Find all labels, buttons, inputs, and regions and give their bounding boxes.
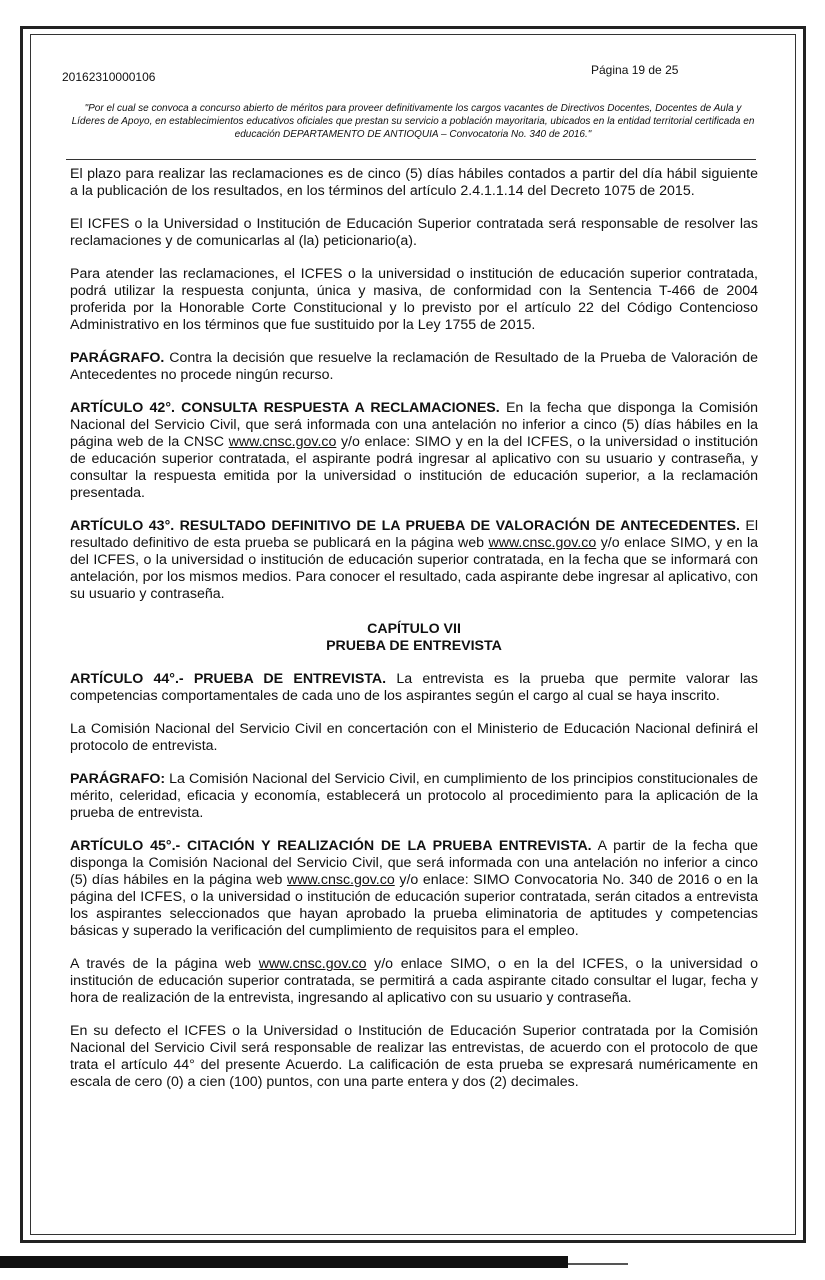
web-consult-text-1: A través de la página web (70, 956, 259, 972)
article-45-text-2: y/o enlace: SIMO Convocatoria No. 340 de 2016 o en la página del ICFES, o la universidad o institución de educación superior contratada, serán citados a entrevista los aspirantes seleccionados que hayan aprobado la prueba eliminatoria de aptitudes y competencias básicas y superado la verificación del cumplimiento de requisitos para el empleo. (70, 872, 758, 939)
article-44-heading: ARTÍCULO 44°.- PRUEBA DE ENTREVISTA. (70, 671, 387, 687)
article-42-heading: ARTÍCULO 42°. CONSULTA RESPUESTA A RECLAMACIONES. (70, 400, 500, 416)
chapter-title: PRUEBA DE ENTREVISTA (326, 638, 502, 654)
article-42-text-1: En la fecha que disponga la Comisión Nacional del Servicio Civil, que será informada con una antelación no inferior a cinco (5) días hábiles en la página web de la CNSC (70, 400, 758, 450)
document-subtitle: "Por el cual se convoca a concurso abierto de méritos para proveer definitivamente los cargos vacantes de Directivos Docentes, Docentes de Aula y Líderes de Apoyo, en establecimientos educativos oficiales que prestan su servicio a población mayoritaria, ubicados en la entidad territorial certificada en educación DEPARTAMENTO DE ANTIOQUIA – Convocatoria No. 340 de 2016." (71, 103, 755, 140)
article-45-text-1: A partir de la fecha que disponga la Comisión Nacional del Servicio Civil, que será informada con una antelación no inferior a cinco (5) días hábiles en la página web (70, 838, 758, 888)
paragraph-reclamation-deadline: El plazo para realizar las reclamaciones es de cinco (5) días hábiles contados a partir del día hábil siguiente a la publicación de los resultados, en los términos del artículo 2.4.1.1.14 del Decreto 1075 de 2015. (70, 166, 758, 199)
article-44 (70, 671, 758, 705)
paragrafo-1-text: Contra la decisión que resuelve la reclamación de Resultado de la Prueba de Valoración de Antecedentes no procede ningún recurso. (70, 350, 758, 383)
paragraph-web-consult (70, 956, 758, 1007)
web-consult-text-2: y/o enlace SIMO, o en la del ICFES, o la universidad o institución de educación superior contratada, se permitirá a cada aspirante citado consultar el lugar, fecha y hora de realización de la entrevista, ingresando al aplicativo con su usuario y contraseña. (70, 956, 759, 1006)
chapter-number: CAPÍTULO VII (367, 621, 461, 637)
article-44-text: La entrevista es la prueba que permite valorar las competencias comportamentales de cada uno de los aspirantes según el cargo al cual se haya inscrito. (70, 671, 758, 704)
article-43-heading: ARTÍCULO 43°. RESULTADO DEFINITIVO DE LA PRUEBA DE VALORACIÓN DE ANTECEDENTES. (70, 518, 740, 534)
article-42 (70, 400, 758, 502)
article-45-heading: ARTÍCULO 45°.- CITACIÓN Y REALIZACIÓN DE LA PRUEBA ENTREVISTA. (70, 838, 592, 854)
paragraph-reclamation-responsibility: El ICFES o la Universidad o Institución de Educación Superior contratada será responsable de resolver las reclamaciones y de comunicarlas al (la) peticionario(a). (70, 216, 758, 249)
document-body (70, 166, 758, 1107)
document-number: 20162310000106 (62, 70, 156, 84)
article-45-cnsc-link[interactable]: www.cnsc.gov.co (286, 872, 395, 888)
article-43-text-1: El resultado definitivo de esta prueba se publicará en la página web (70, 518, 758, 551)
article-45 (70, 838, 758, 940)
scan-edge-line (568, 1263, 628, 1265)
header-divider (66, 159, 756, 160)
article-43-cnsc-link[interactable]: www.cnsc.gov.co (488, 535, 597, 551)
page-number: Página 19 de 25 (591, 63, 679, 77)
web-consult-cnsc-link[interactable]: www.cnsc.gov.co (258, 956, 367, 972)
paragrafo-1-heading: PARÁGRAFO. (70, 350, 165, 366)
paragraph-reclamation-response: Para atender las reclamaciones, el ICFES o la universidad o institución de educación superior contratada, podrá utilizar la respuesta conjunta, única y masiva, de conformidad con la Sentencia T-466 de 2004 proferida por la Honorable Corte Constitucional y lo previsto por el artículo 22 del Código Contencioso Administrativo en los términos que fue sustituido por la Ley 1755 de 2015. (70, 266, 758, 333)
article-43 (70, 518, 758, 603)
article-43-text-2: y/o enlace SIMO, y en la del ICFES, o la universidad o institución de educación superior contratada, en la fecha que se informará con antelación, por los mismos medios. Para conocer el resultado, cada aspirante debe ingresar al aplicativo, con su usuario y contraseña. (70, 535, 758, 602)
paragraph-interview-protocol: La Comisión Nacional del Servicio Civil en concertación con el Ministerio de Educación Nacional definirá el protocolo de entrevista. (70, 721, 758, 754)
paragraph-interview-scoring: En su defecto el ICFES o la Universidad o Institución de Educación Superior contratada por la Comisión Nacional del Servicio Civil será responsable de realizar las entrevistas, de acuerdo con el protocolo de que trata el artículo 44° del presente Acuerdo. La calificación de esta prueba se expresará numéricamente en escala de cero (0) a cien (100) puntos, con una parte entera y dos (2) decimales. (70, 1023, 758, 1090)
paragraph-paragrafo-2 (70, 771, 758, 822)
article-42-cnsc-link[interactable]: www.cnsc.gov.co (228, 434, 337, 450)
paragraph-paragrafo-1 (70, 350, 758, 384)
paragrafo-2-heading: PARÁGRAFO: (70, 771, 166, 787)
chapter-heading (70, 621, 758, 655)
paragrafo-2-text: La Comisión Nacional del Servicio Civil, en cumplimiento de los principios constitucionales de mérito, celeridad, eficacia y economía, establecerá un protocolo al procedimiento para la aplicación de la prueba de entrevista. (70, 771, 758, 821)
article-42-text-2: y/o enlace: SIMO y en la del ICFES, o la universidad o institución de educación superior contratada, el aspirante podrá ingresar al aplicativo con su usuario y contraseña, y consultar la respuesta emitida por la universidad o institución de educación superior, a la reclamación presentada. (70, 434, 758, 501)
scan-edge-bar (0, 1256, 568, 1268)
